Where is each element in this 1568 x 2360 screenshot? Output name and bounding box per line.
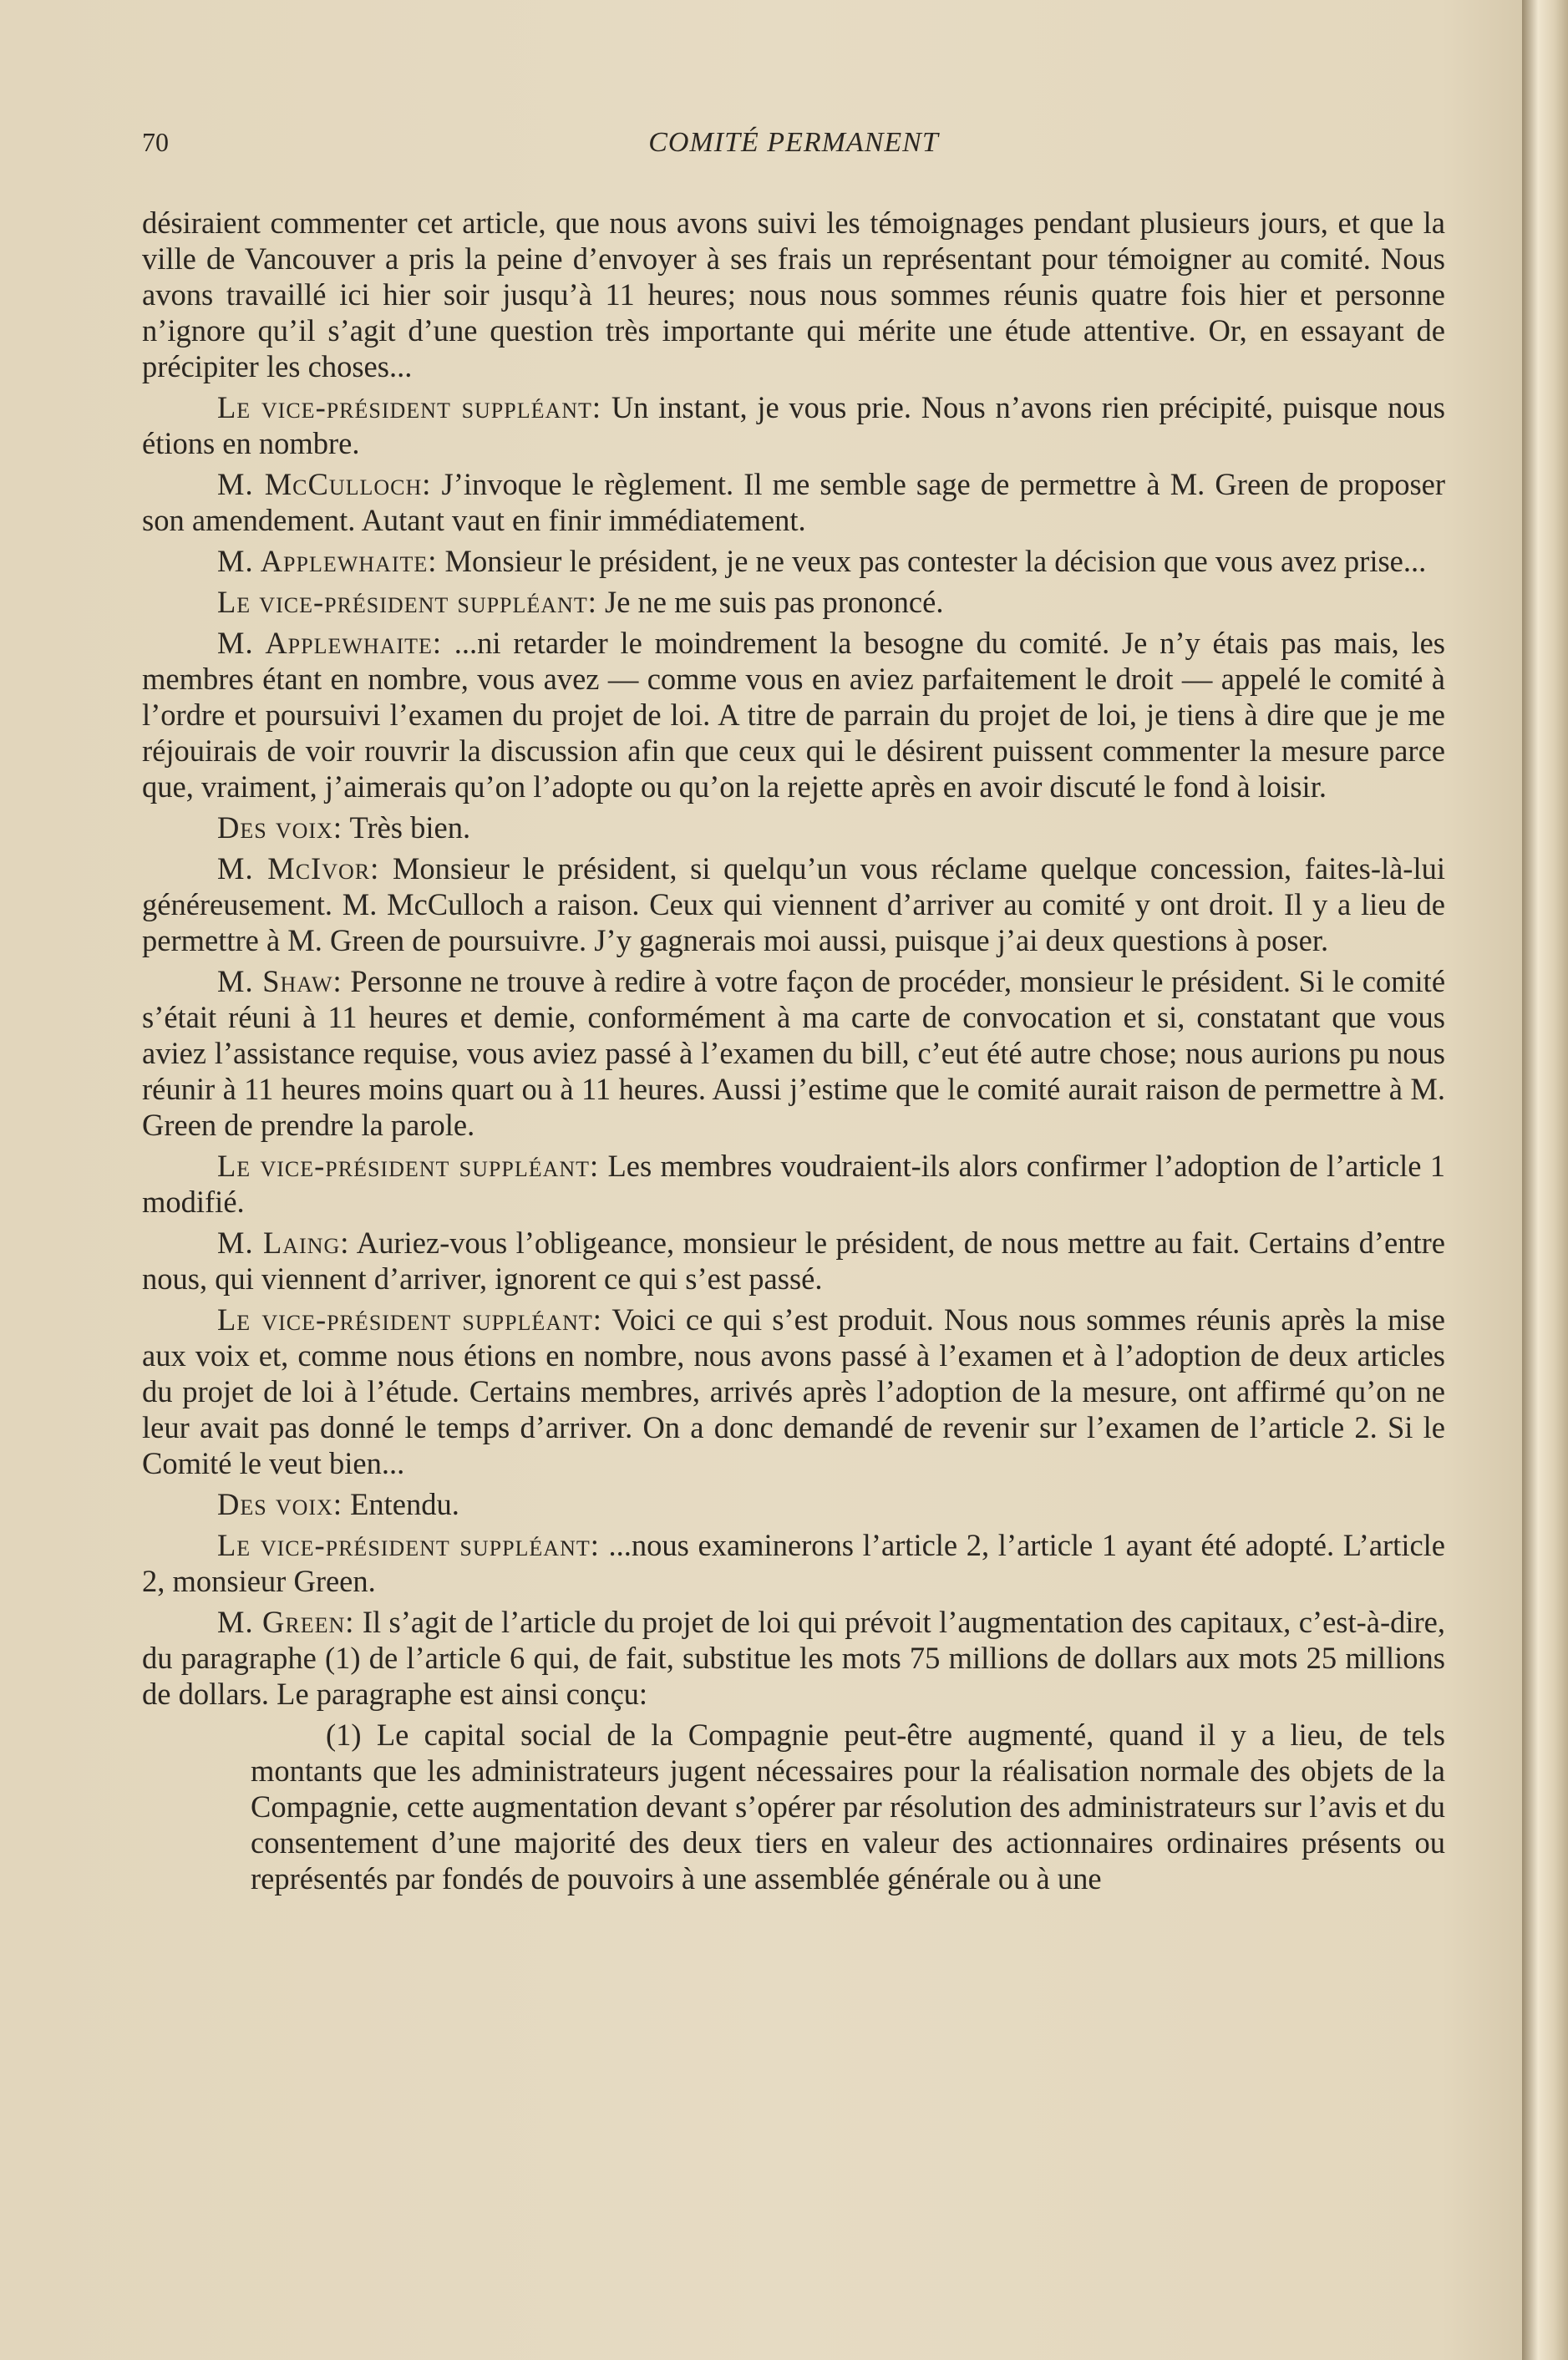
paragraph-text: désiraient commenter cet article, que nous avons suivi les témoignages pendant plusieurs jours, et que la ville de Vancouver a pris la peine d’envoyer à ses frais un représentant pour témoigner au comité. Nous avons travaillé ici hier soir jusqu’à 11 heures; nous nous sommes réunis quatre fois hier et personne n’ignore qu’il s’agit d’une question très importante qui mérite une étude attentive. Or, en essayant de précipiter les choses...	[142, 206, 1445, 383]
paragraph-text: Monsieur le président, si quelqu’un vous réclame quelque concession, faites-là-lui généreusement. M. McCulloch a raison. Ceux qui viennent d’arriver au comité y ont droit. Il y a lieu de permettre à M. Green de poursuivre. J’y gagnerais moi aussi, puisque j’ai deux questions à poser.	[142, 851, 1445, 957]
paragraph	[142, 963, 1445, 1143]
speaker-name: M. Applewhaite:	[217, 626, 443, 660]
paragraph-text: Il s’agit de l’article du projet de loi qui prévoit l’augmentation des capitaux, c’est-à-dire, du paragraphe (1) de l’article 6 qui, de fait, substitue les mots 75 millions de dollars aux mots 25 millions de dollars. Le paragraphe est ainsi conçu:	[142, 1605, 1445, 1711]
paragraph-text: Personne ne trouve à redire à votre façon de procéder, monsieur le président. Si le comité s’était réuni à 11 heures et demie, conformément à ma carte de convocation et si, constatant que vous aviez l’assistance requise, vous aviez passé à l’examen du bill, c’eut été autre chose; nous aurions pu nous réunir à 11 heures moins quart ou à 11 heures. Aussi j’estime que le comité aurait raison de permettre à M. Green de prendre la parole.	[142, 964, 1446, 1142]
speaker-name: M. Applewhaite:	[217, 544, 438, 578]
paragraph	[142, 850, 1445, 958]
paragraph-text: Un instant, je vous prie. Nous n’avons rien précipité, puisque nous étions en nombre.	[142, 390, 1446, 460]
paragraph-continuation	[142, 205, 1445, 384]
paragraph	[142, 1225, 1445, 1297]
paragraph	[142, 584, 1445, 620]
paragraph	[142, 1148, 1445, 1220]
book-spine-shadow	[1522, 0, 1568, 2360]
page-number: 70	[142, 127, 169, 157]
speaker-name: Des voix:	[217, 810, 343, 845]
paragraph-text: ...ni retarder le moindrement la besogne du comité. Je n’y étais pas mais, les membres étant en nombre, vous avez — comme vous en aviez parfaitement le droit — appelé le comité à l’ordre et poursuivi l’examen du projet de loi. A titre de parrain du projet de loi, je tiens à dire que je me réjouirais de voir rouvrir la discussion afin que ceux qui le désirent puissent commenter la mesure parce que, vraiment, j’aimerais qu’on l’adopte ou qu’on la rejette après en avoir discuté le fond à loisir.	[142, 626, 1445, 804]
speaker-name: Le vice-président suppléant:	[217, 1149, 600, 1183]
paragraph	[142, 810, 1445, 845]
paragraph-text: Monsieur le président, je ne veux pas contester la décision que vous avez prise...	[444, 544, 1427, 578]
speaker-name: Le vice-président suppléant:	[217, 1302, 602, 1337]
paragraph	[142, 625, 1445, 804]
page-header	[142, 127, 1445, 169]
paragraph-text: Auriez-vous l’obligeance, monsieur le président, de nous mettre au fait. Certains d’entre nous, qui viennent d’arriver, ignorent ce qui s’est passé.	[142, 1226, 1445, 1296]
paragraph	[142, 1527, 1445, 1599]
paragraph	[142, 466, 1445, 538]
paragraph-text: ...nous examinerons l’article 2, l’article 1 ayant été adopté. L’article 2, monsieur Green.	[142, 1528, 1445, 1598]
paragraph-text: Très bien.	[349, 810, 471, 845]
paragraph-text: Les membres voudraient-ils alors confirmer l’adoption de l’article 1 modifié.	[142, 1149, 1446, 1219]
paragraph	[142, 1302, 1445, 1481]
paragraph-text: Je ne me suis pas prononcé.	[604, 585, 944, 619]
body-text	[142, 205, 1445, 1901]
speaker-name: M. McIvor:	[217, 851, 380, 886]
speaker-name: Le vice-président suppléant:	[217, 585, 597, 619]
paragraph-text: Voici ce qui s’est produit. Nous nous sommes réunis après la mise aux voix et, comme nous étions en nombre, nous avons passé à l’examen et à l’adoption de deux articles du projet de loi à l’étude. Certains membres, arrivés après l’adoption de la mesure, ont affirmé qu’on ne leur avait pas donné le temps d’arriver. On a donc demandé de revenir sur l’examen de l’article 2. Si le Comité le veut bien...	[142, 1302, 1445, 1480]
paragraph	[142, 1486, 1445, 1522]
speaker-name: Le vice-président suppléant:	[217, 1528, 600, 1562]
quoted-statute: (1) Le capital social de la Compagnie peut-être augmenté, quand il y a lieu, de tels montants que les administrateurs jugent nécessaires pour la réalisation normale des objets de la Compagnie, cette augmentation devant s’opérer par résolution des administrateurs sur l’avis et du consentement d’une majorité des deux tiers en valeur des actionnaires ordinaires présents ou représentés par fondés de pouvoirs à une assemblée générale ou à une	[251, 1718, 1445, 1896]
speaker-name: Le vice-président suppléant:	[217, 390, 602, 424]
paragraph	[142, 1604, 1445, 1712]
speaker-name: M. Green:	[217, 1605, 355, 1639]
speaker-name: M. McCulloch:	[217, 467, 432, 501]
running-head: COMITÉ PERMANENT	[648, 127, 939, 158]
speaker-name: Des voix:	[217, 1487, 343, 1521]
paragraph	[142, 389, 1445, 461]
paragraph-text: Entendu.	[350, 1487, 459, 1521]
paragraph-text: J’invoque le règlement. Il me semble sage de permettre à M. Green de proposer son amendement. Autant vaut en finir immédiatement.	[142, 467, 1445, 537]
speaker-name: M. Laing:	[217, 1226, 350, 1260]
paragraph	[142, 543, 1445, 579]
speaker-name: M. Shaw:	[217, 964, 343, 998]
